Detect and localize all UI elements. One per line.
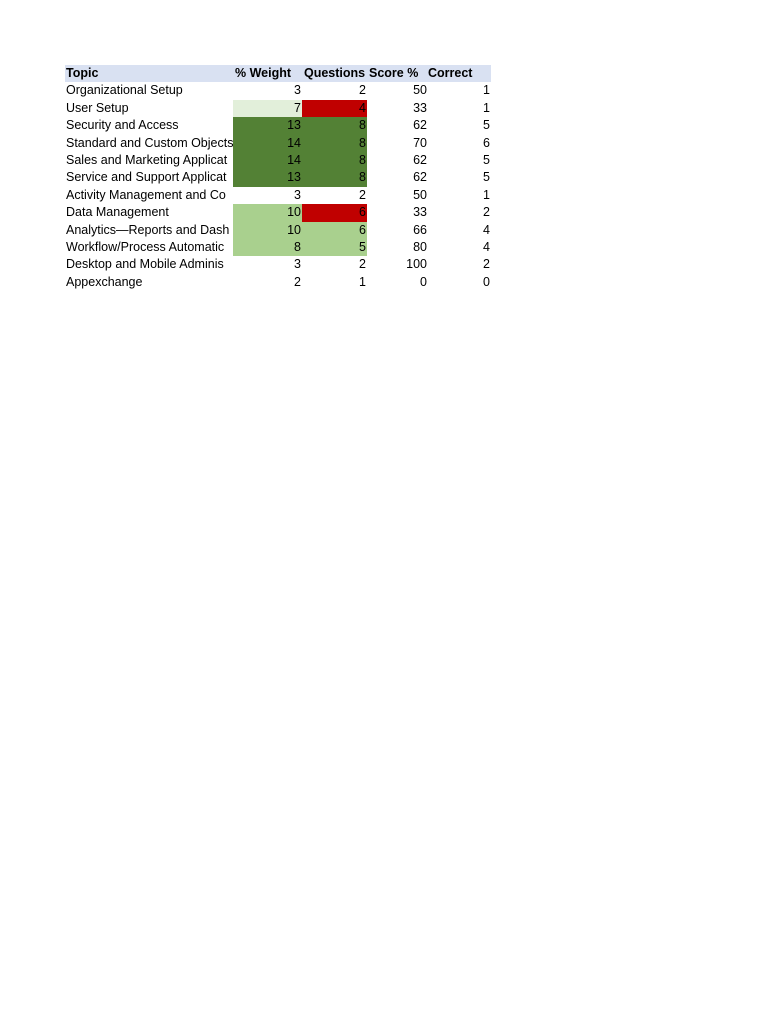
cell-correct[interactable]: 4 — [483, 239, 490, 254]
cell-topic[interactable]: Data Management — [66, 205, 169, 220]
cell-weight[interactable]: 3 — [294, 83, 301, 98]
cell-questions[interactable]: 2 — [359, 83, 366, 98]
table-row — [65, 100, 491, 117]
header-correct[interactable]: Correct — [428, 66, 473, 80]
cell-score[interactable]: 100 — [406, 257, 427, 272]
cell-topic[interactable]: Organizational Setup — [66, 83, 183, 98]
cell-topic[interactable]: Standard and Custom Objects — [66, 135, 233, 150]
header-weight[interactable]: % Weight — [235, 66, 292, 80]
cell-score[interactable]: 80 — [413, 239, 427, 254]
cell-correct[interactable]: 2 — [483, 205, 490, 220]
cell-correct[interactable]: 4 — [483, 222, 490, 237]
cell-weight[interactable]: 13 — [233, 117, 302, 134]
cell-weight[interactable]: 14 — [233, 152, 302, 169]
cell-correct[interactable]: 1 — [483, 83, 490, 98]
cell-questions[interactable]: 6 — [302, 222, 367, 239]
cell-questions[interactable]: 8 — [302, 135, 367, 152]
table-row — [65, 222, 491, 239]
cell-weight[interactable]: 2 — [294, 274, 301, 289]
cell-questions[interactable]: 8 — [302, 117, 367, 134]
table-row — [65, 117, 491, 134]
cell-weight[interactable]: 7 — [233, 100, 302, 117]
cell-questions[interactable]: 6 — [302, 204, 367, 221]
cell-score[interactable]: 33 — [413, 205, 427, 220]
cell-questions[interactable]: 8 — [302, 152, 367, 169]
cell-weight[interactable]: 3 — [294, 257, 301, 272]
table-row — [65, 274, 491, 291]
cell-weight[interactable]: 8 — [233, 239, 302, 256]
cell-topic[interactable]: Appexchange — [66, 274, 143, 289]
spreadsheet-table — [65, 65, 491, 291]
cell-correct[interactable]: 2 — [483, 257, 490, 272]
cell-correct[interactable]: 5 — [483, 118, 490, 133]
cell-topic[interactable]: Sales and Marketing Applicat — [66, 152, 228, 167]
cell-questions[interactable]: 4 — [302, 100, 367, 117]
cell-topic[interactable]: Activity Management and Co — [66, 187, 226, 202]
table-row — [65, 135, 491, 152]
cell-score[interactable]: 33 — [413, 100, 427, 115]
cell-weight[interactable]: 14 — [233, 135, 302, 152]
cell-questions[interactable]: 2 — [359, 187, 366, 202]
cell-score[interactable]: 50 — [413, 187, 427, 202]
cell-score[interactable]: 70 — [413, 135, 427, 150]
cell-score[interactable]: 62 — [413, 152, 427, 167]
cell-questions[interactable]: 2 — [359, 257, 366, 272]
table-body — [65, 82, 491, 291]
cell-questions[interactable]: 5 — [302, 239, 367, 256]
cell-score[interactable]: 66 — [413, 222, 427, 237]
cell-weight[interactable]: 10 — [233, 204, 302, 221]
table-row — [65, 169, 491, 186]
table-row — [65, 187, 491, 204]
cell-topic[interactable]: Workflow/Process Automatic — [66, 239, 225, 254]
cell-correct[interactable]: 6 — [483, 135, 490, 150]
cell-score[interactable]: 50 — [413, 83, 427, 98]
cell-correct[interactable]: 1 — [483, 187, 490, 202]
cell-correct[interactable]: 5 — [483, 152, 490, 167]
cell-score[interactable]: 62 — [413, 118, 427, 133]
cell-score[interactable]: 62 — [413, 170, 427, 185]
cell-topic[interactable]: Analytics—Reports and Dash — [66, 222, 230, 237]
cell-topic[interactable]: Service and Support Applicat — [66, 170, 227, 185]
table-row — [65, 256, 491, 273]
table-row — [65, 82, 491, 99]
table-header-row — [65, 65, 491, 82]
cell-weight[interactable]: 3 — [294, 187, 301, 202]
cell-correct[interactable]: 5 — [483, 170, 490, 185]
cell-correct[interactable]: 0 — [483, 274, 490, 289]
cell-questions[interactable]: 1 — [359, 274, 366, 289]
cell-score[interactable]: 0 — [420, 274, 427, 289]
cell-questions[interactable]: 8 — [302, 169, 367, 186]
header-questions[interactable]: Questions — [304, 66, 366, 80]
table-row — [65, 239, 491, 256]
cell-weight[interactable]: 10 — [233, 222, 302, 239]
table-row — [65, 152, 491, 169]
cell-topic[interactable]: User Setup — [66, 100, 129, 115]
cell-topic[interactable]: Security and Access — [66, 118, 179, 133]
cell-weight[interactable]: 13 — [233, 169, 302, 186]
header-score[interactable]: Score % — [369, 66, 419, 80]
cell-topic[interactable]: Desktop and Mobile Adminis — [66, 257, 224, 272]
cell-correct[interactable]: 1 — [483, 100, 490, 115]
table-row — [65, 204, 491, 221]
header-topic[interactable]: Topic — [66, 66, 99, 80]
